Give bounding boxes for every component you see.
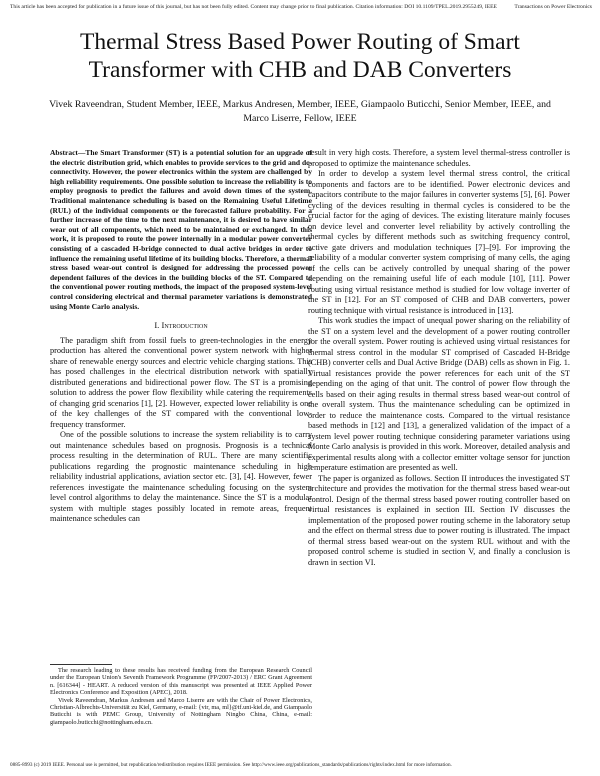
intro-paragraph: The paradigm shift from fossil fuels to green-technologies in the energy production has altered the conventional power system network with higher share of renewable energy sources and electric vehicle charging stations. This has posed challenges in the electrical distribution network with spatially distributed generations and bidirectional power flow. The ST is a promising solution to address the power flow flexibility while catering the requirements of changing grid scenarios [1], [2]. However, expected lower reliability is one of the key challenges of the ST compared with the conventional low-frequency transformer. bbox=[50, 335, 312, 429]
right-column bbox=[308, 148, 570, 568]
header-journal-name: Transactions on Power Electronics bbox=[514, 4, 592, 10]
footnotes bbox=[50, 667, 312, 726]
left-column bbox=[50, 148, 312, 525]
body-paragraph: result in very high costs. Therefore, a system level thermal-stress controller is proposed to optimize the maintenance schedules. bbox=[308, 148, 570, 168]
body-paragraph: In order to develop a system level thermal stress control, the critical components and factors are to be identified. Power electronic devices and capacitors contribute to the major failures in converter systems [5], [6]. Power cycling of the devices resulting in thermal cycles is considered to be the crucial factor for the aging of devices. The existing literature mainly focuses on device level and converter level reliability by actively controlling the thermal cycles by different methods such as switching frequency control, active gate drivers and modulation techniques [7]–[9]. For improving the reliability of a modular converter system comprising of many cells, the aging of the cells can be actively controlled by unequal sharing of the power depending on the remaining useful life of each module [10], [11]. Power routing using virtual resistance method is studied for low voltage inverter of the ST in [12]. For an ST composed of CHB and DAB converters, power routing technique with virtual resistance is introduced in [13]. bbox=[308, 169, 570, 315]
body-paragraph: This work studies the impact of unequal power sharing on the reliability of the ST on a system level and the development of a power routing controller for the overall system. Power routing is achieved using virtual resistances for thermal stress control in the modular ST comprised of Cascaded H-Bridge (CHB) converter cells and Dual Active Bridge (DAB) cells as shown in Fig. 1. Virtual resistances provide the power references for each unit of the ST depending on the aging of that unit. The control of power flow through the cells based on their aging results in thermal stress based wear-out control of the overall system. Thus the maintenance scheduling can be optimized in order to reduce the maintenance costs. Compared to the virtual resistance based methods in [12] and [13], a generalized validation of the impact of a system level power routing technique considering parameter variations using Monte Carlo analysis is provided in this work. Moreover, detailed analysis and experimental results along with a collector emitter voltage sensor for junction temperature estimation are presented as well. bbox=[308, 316, 570, 472]
paper-title: Thermal Stress Based Power Routing of Smart Transformer with CHB and DAB Converters bbox=[80, 29, 520, 83]
intro-paragraph: One of the possible solutions to increase the system reliability is to carry out maintenance schedules based on prognosis. Prognosis is a technical process resulting in the determination of RUL. There are many scientific publications regarding the prognostic maintenance scheduling in high reliability industrial applications, aviation sector etc. [3], [4]. However, fewer references investigate the maintenance scheduling focusing on the system level control algorithms to delay the maintenance. Since the ST is a modular system with multiple stages possibly located in remote areas, frequent maintenance schedules can bbox=[50, 430, 312, 524]
section-heading-introduction: I. Introduction bbox=[154, 320, 208, 331]
abstract: Abstract—The Smart Transformer (ST) is a potential solution for an upgrade of the electric distribution grid, which enables to provide services to the grid and dc-connectivity. However, the power electronics within the system are challenged by high reliability requirements. One possible solution to increase the reliability is to employ prognosis to predict the failures and avoid down times of the system. Traditional maintenance scheduling is based on the Remaining Useful Lifetime (RUL) of the individual components or the forecasted failure probability. For a further increase of the time to the next maintenance, it is desired to have similar wear out of all components, which need to be maintained or exchanged. In this work, it is proposed to route the power internally in a modular power converter consisting of a cascaded H-bridge connected to dual active bridges in order to influence the remaining useful lifetime of its building blocks. Therefore, a thermal stress based wear-out control is designed for addressing the processed power dependent failures of the devices in the building blocks of the ST. Compared to the conventional power routing methods, the impact of the proposed system-level control considering electrical and thermal parameter variations is demonstrated using Monte Carlo analysis. bbox=[50, 148, 312, 311]
body-paragraph: The paper is organized as follows. Section II introduces the investigated ST architecture and provides the motivation for the thermal stress based wear-out control. Design of the thermal stress based power routing controller based on virtual resistances is explained in section III. Section IV discusses the implementation of the proposed power routing scheme in the laboratory setup and the effect on thermal stress due to power routing is illustrated. The impact of thermal stress based wear-out on the system RUL without and with the proposed control scheme is studied in section V, and finally a conclusion is drawn in section VI. bbox=[308, 473, 570, 567]
affiliation-footnote: Vivek Raveendran, Markus Andresen and Marco Liserre are with the Chair of Power Electronics, Christian-Albrechts-Universität zu Kiel, Germany, e-mail: {vir, ma, ml}@tf.uni-kiel.de, and Giampaolo Buticchi is with PEMC Group, University of Nottingham Ningbo China, China, e-mail: giampaolo.buticchi@nottingham.edu.cn. bbox=[50, 696, 312, 726]
header-notice-text: This article has been accepted for publication in a future issue of this journal, but has not been fully edited. Content may change prior to final publication. Citation information: DOI 10.1109/TPEL.2019.2955249, IEEE bbox=[10, 4, 497, 10]
journal-header-notice bbox=[10, 4, 592, 11]
author-list: Vivek Raveendran, Student Member, IEEE, Markus Andresen, Member, IEEE, Giampaolo Buticchi, Senior Member, IEEE, and Marco Liserre, Fellow, IEEE bbox=[49, 99, 551, 124]
copyright-footer: 0885-8993 (c) 2019 IEEE. Personal use is permitted, but republication/redistribution requires IEEE permission. See http://www.ieee.org/publications_standards/publications/rights/index.html for more information. bbox=[10, 762, 452, 768]
footnote-divider bbox=[50, 664, 112, 665]
funding-footnote: The research leading to these results has received funding from the European Research Council under the European Union's Seventh Framework Programme (FP/2007-2013) / ERC Grant Agreement n. [616344] - HEART. A reduced version of this manuscript was presented at IEEE Applied Power Electronics Conference and Exposition (APEC), 2018. bbox=[50, 667, 312, 697]
